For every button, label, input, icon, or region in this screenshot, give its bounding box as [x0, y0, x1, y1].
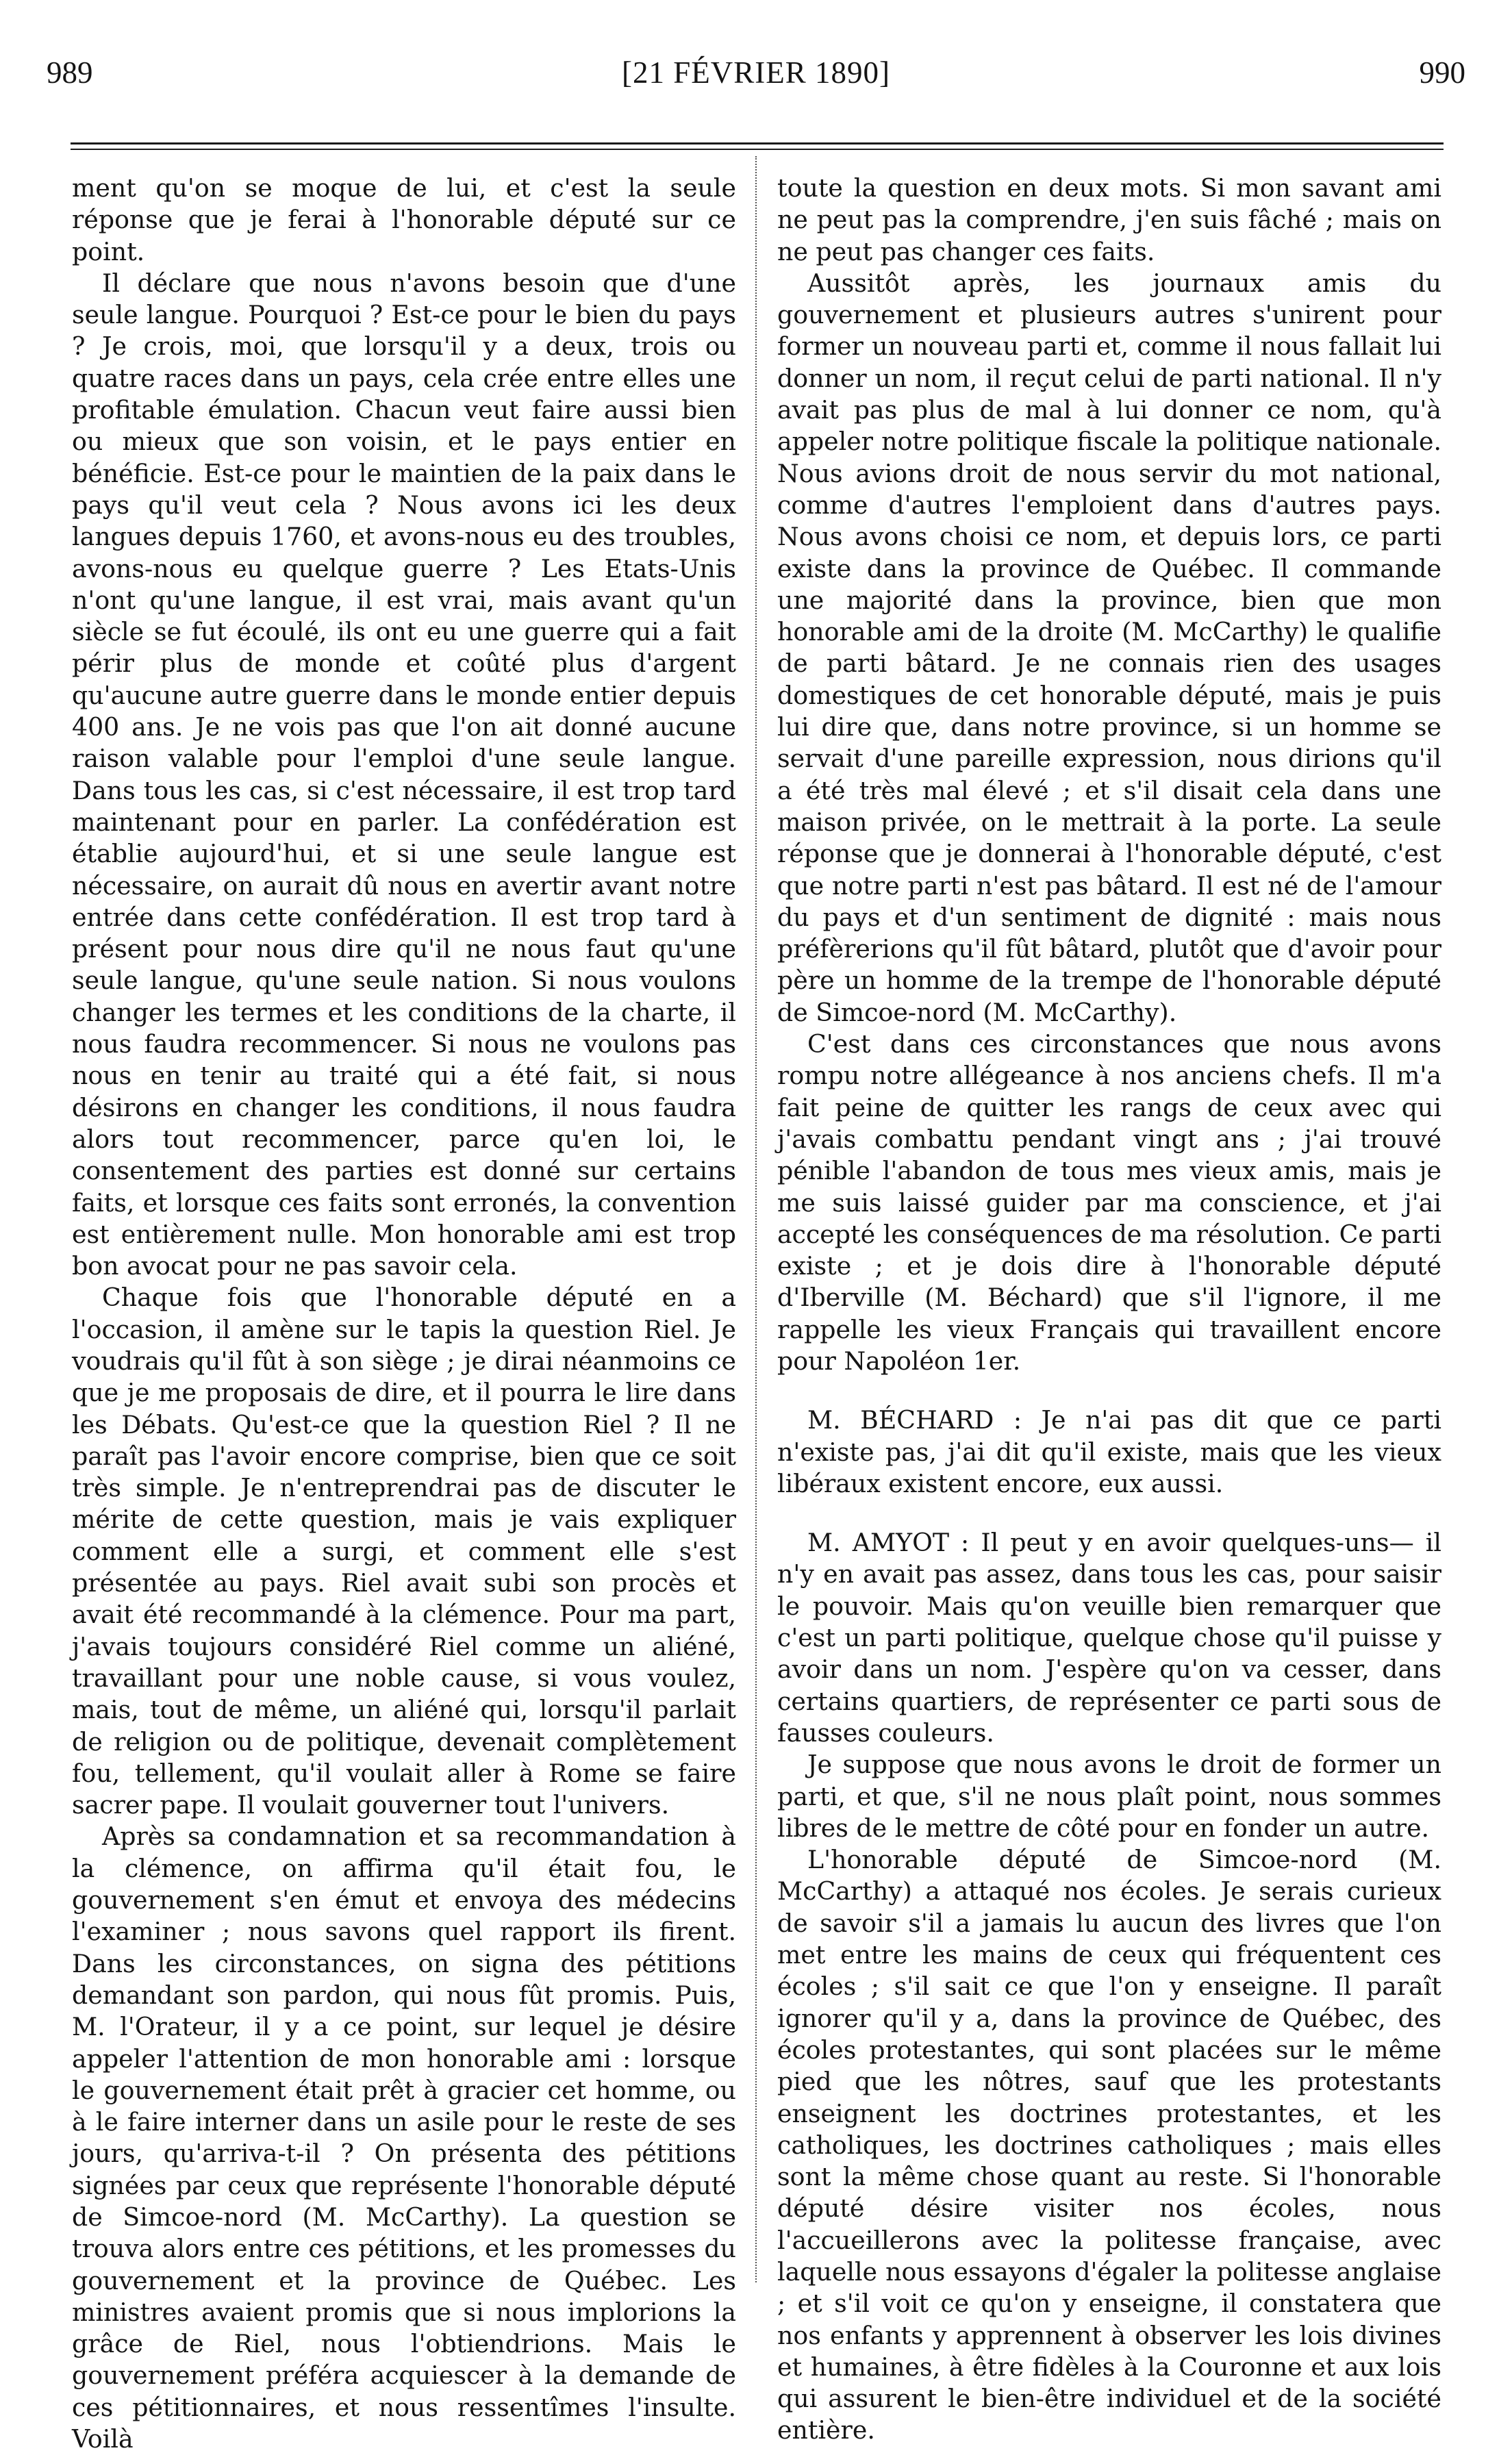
speaker-paragraph: M. BÉCHARD : Je n'ai pas dit que ce parti n'existe pas, j'ai dit qu'il existe, mais que les vieux libéraux existent encore, eux aussi.: [777, 1405, 1441, 1498]
paragraph: C'est dans ces circonstances que nous avons rompu notre allégeance à nos anciens chefs. Il m'a fait peine de quitter les rangs de ceux avec qui j'avais combattu pendant vingt ans ; j'ai trouvé pénible l'abandon de tous mes vieux amis, mais je me suis laissé guider par ma conscience, et j'ai accepté les conséquences de ma résolution. Ce parti existe ; et je dois dire à l'honorable député d'Iberville (M. Béchard) que s'il l'ignore, il me rappelle les vieux Français qui travaillent encore pour Napoléon 1er.: [777, 1029, 1441, 1376]
column-divider: [755, 156, 757, 2282]
header-date: [21 FÉVRIER 1890]: [622, 55, 890, 90]
left-column: [72, 173, 736, 2455]
paragraph: Aussitôt après, les journaux amis du gouvernement et plusieurs autres s'unirent pour former un nouveau parti et, comme il nous fallait lui donner un nom, il reçut celui de parti national. Il n'y avait pas plus de mal à lui donner ce nom, qu'à appeler notre politique fiscale la politique nationale. Nous avions droit de nous servir du mot national, comme d'autres l'emploient dans d'autres pays. Nous avons choisi ce nom, et depuis lors, ce parti existe dans la province de Québec. Il commande une majorité dans la province, bien que mon honorable ami de la droite (M. McCarthy) le qualifie de parti bâtard. Je ne connais rien des usages domestiques de cet honorable député, mais je puis lui dire que, dans notre province, si un homme se servait d'une pareille expression, nous dirions qu'il a été très mal élevé ; et s'il disait cela dans une maison privée, on le mettrait à la porte. La seule réponse que je donnerai à l'honorable député, c'est que notre parti n'est pas bâtard. Il est né de l'amour du pays et d'un sentiment de dignité : mais nous préfèrerions qu'il fût bâtard, plutôt que d'avoir pour père un homme de la trempe de l'honorable député de Simcoe-nord (M. McCarthy).: [777, 268, 1441, 1027]
left-page-number: 989: [47, 55, 93, 90]
paragraph: toute la question en deux mots. Si mon savant ami ne peut pas la comprendre, j'en suis fâché ; mais on ne peut pas changer ces faits.: [777, 173, 1441, 266]
paragraph: ment qu'on se moque de lui, et c'est la seule réponse que je ferai à l'honorable député sur ce point.: [72, 173, 736, 266]
page-header: [0, 55, 1512, 103]
paragraph: Il déclare que nous n'avons besoin que d'une seule langue. Pourquoi ? Est-ce pour le bien du pays ? Je crois, moi, que lorsqu'il y a deux, trois ou quatre races dans un pays, cela crée entre elles une profitable émulation. Chacun veut faire aussi bien ou mieux que son voisin, et le pays entier en bénéficie. Est-ce pour le maintien de la paix dans le pays qu'il veut cela ? Nous avons ici les deux langues depuis 1760, et avons-nous eu des troubles, avons-nous eu quelque guerre ? Les Etats-Unis n'ont qu'une langue, il est vrai, mais avant qu'un siècle se fut écoulé, ils ont eu une guerre qui a fait périr plus de monde et coûté plus d'argent qu'aucune autre guerre dans le monde entier depuis 400 ans. Je ne vois pas que l'on ait donné aucune raison valable pour l'emploi d'une seule langue. Dans tous les cas, si c'est nécessaire, il est trop tard maintenant pour en parler. La confédération est établie aujourd'hui, et si une seule langue est nécessaire, on aurait dû nous en avertir avant notre entrée dans cette confédération. Il est trop tard à présent pour nous dire qu'il ne nous faut qu'une seule langue, qu'une seule nation. Si nous voulons changer les termes et les conditions de la charte, il nous faudra recommencer. Si nous ne voulons pas nous en tenir au traité qui a été fait, si nous désirons en changer les conditions, il nous faudra alors tout recommencer, parce qu'en loi, le consentement des parties est donné sur certains faits, et lorsque ces faits sont erronés, la convention est entièrement nulle. Mon honorable ami est trop bon avocat pour ne pas savoir cela.: [72, 268, 736, 1281]
paragraph: L'honorable député de Simcoe-nord (M. McCarthy) a attaqué nos écoles. Je serais curieux de savoir s'il a jamais lu aucun des livres que l'on met entre les mains de ceux qui fréquentent ces écoles ; s'il sait ce que l'on y enseigne. Il paraît ignorer qu'il y a, dans la province de Québec, des écoles protestantes, qui sont placées sur le même pied que les nôtres, sauf que les protestants enseignent les doctrines protestantes, et les catholiques, les doctrines catholiques ; mais elles sont la même chose quant au reste. Si l'honorable député désire visiter nos écoles, nous l'accueillerons avec la politesse française, avec laquelle nous essayons d'égaler la politesse anglaise ; et s'il voit ce qu'on y enseigne, il constatera que nos enfants y apprennent à observer les lois divines et humaines, à être fidèles à la Couronne et aux lois qui assurent le bien-être individuel et de la société entière.: [777, 1845, 1441, 2445]
header-rule-thin: [71, 149, 1444, 150]
speaker-paragraph: M. AMYOT : Il peut y en avoir quelques-uns— il n'y en avait pas assez, dans tous les cas, pour saisir le pouvoir. Mais qu'on veuille bien remarquer que c'est un parti politique, quelque chose qu'il puisse y avoir dans un nom. J'espère qu'on va cesser, dans certains quartiers, de représenter ce parti sous de fausses couleurs.: [777, 1528, 1441, 1748]
right-column: [777, 173, 1441, 2447]
paragraph: Chaque fois que l'honorable député en a l'occasion, il amène sur le tapis la question Riel. Je voudrais qu'il fût à son siège ; je dirai néanmoins ce que je me proposais de dire, et il pourra le lire dans les Débats. Qu'est-ce que la question Riel ? Il ne paraît pas l'avoir encore comprise, bien que ce soit très simple. Je n'entreprendrai pas de discuter le mérite de cette question, mais je vais expliquer comment elle a surgi, et comment elle s'est présentée au pays. Riel avait subi son procès et avait été recommandé à la clémence. Pour ma part, j'avais toujours considéré Riel comme un aliéné, travaillant pour une noble cause, si vous voulez, mais, tout de même, un aliéné qui, lorsqu'il parlait de religion ou de politique, devenait complètement fou, tellement, qu'il voulait aller à Rome se faire sacrer pape. Il voulait gouverner tout l'univers.: [72, 1283, 736, 1820]
right-page-number: 990: [1419, 55, 1465, 90]
header-rule-thick: [71, 142, 1444, 144]
paragraph: Après sa condamnation et sa recommandation à la clémence, on affirma qu'il était fou, le gouvernement s'en émut et envoya des médecins l'examiner ; nous savons quel rapport ils firent. Dans les circonstances, on signa des pétitions demandant son pardon, qui nous fût promis. Puis, M. l'Orateur, il y a ce point, sur lequel je désire appeler l'attention de mon honorable ami : lorsque le gouvernement était prêt à gracier cet homme, ou à le faire interner dans un asile pour le reste de ses jours, qu'arriva-t-il ? On présenta des pétitions signées par ceux que représente l'honorable député de Simcoe-nord (M. McCarthy). La question se trouva alors entre ces pétitions, et les promesses du gouvernement et la province de Québec. Les ministres avaient promis que si nous implorions la grâce de Riel, nous l'obtiendrions. Mais le gouvernement préféra acquiescer à la demande de ces pétitionnaires, et nous ressentîmes l'insulte. Voilà: [72, 1822, 736, 2454]
paragraph: Je suppose que nous avons le droit de former un parti, et que, s'il ne nous plaît point, nous sommes libres de le mettre de côté pour en fonder un autre.: [777, 1750, 1441, 1843]
